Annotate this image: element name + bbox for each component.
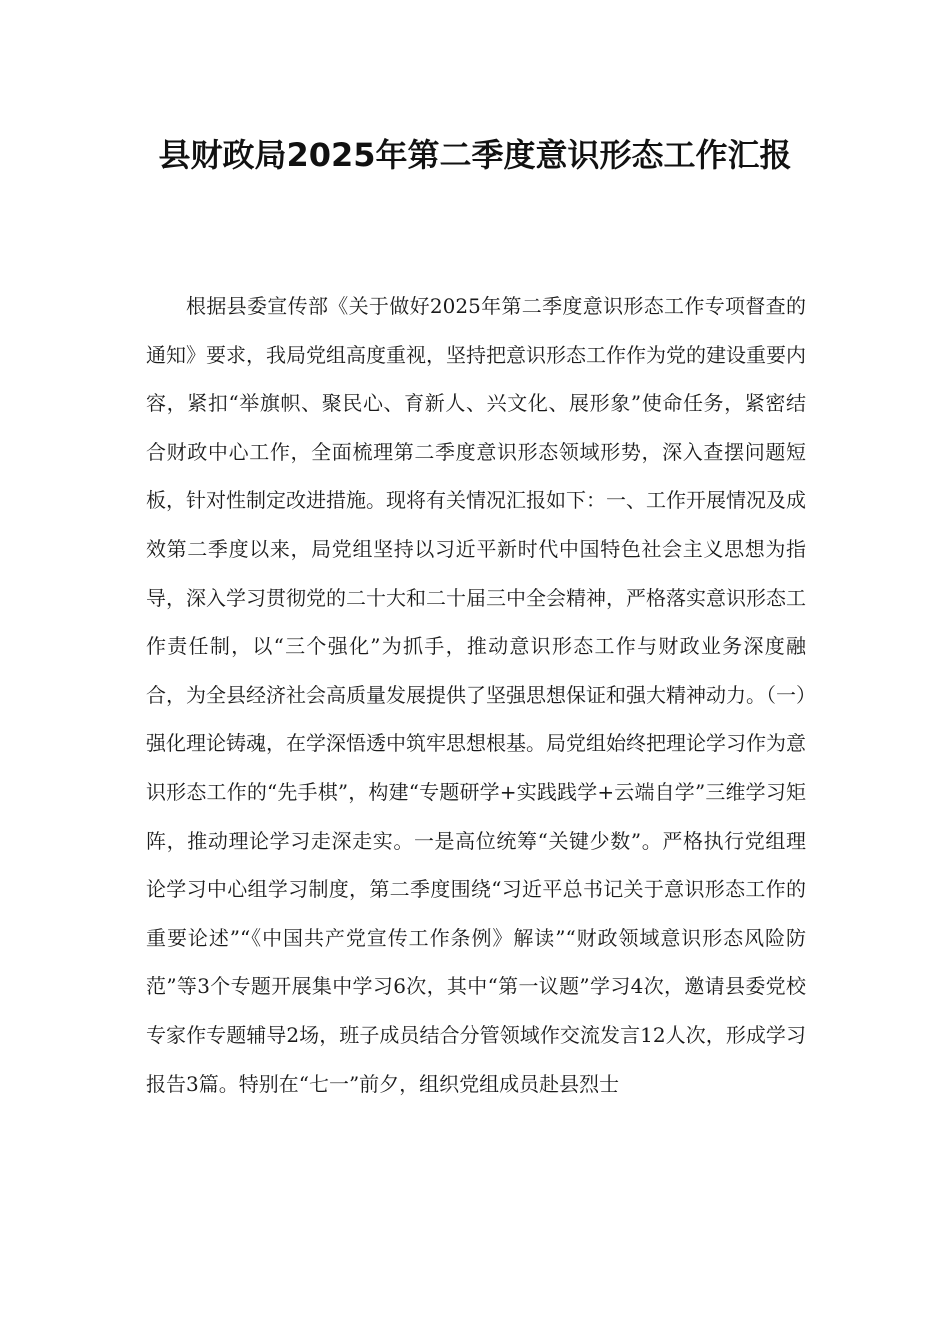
document-body-paragraph: 根据县委宣传部《关于做好2025年第二季度意识形态工作专项督查的通知》要求，我局党组高度重视，坚持把意识形态工作作为党的建设重要内容，紧扣“举旗帜、聚民心、育新人、兴文化、展形象”使命任务，紧密结合财政中心工作，全面梳理第二季度意识形态领域形势，深入查摆问题短板，针对性制定改进措施。现将有关情况汇报如下：一、工作开展情况及成效第二季度以来，局党组坚持以习近平新时代中国特色社会主义思想为指导，深入学习贯彻党的二十大和二十届三中全会精神，严格落实意识形态工作责任制，以“三个强化”为抓手，推动意识形态工作与财政业务深度融合，为全县经济社会高质量发展提供了坚强思想保证和强大精神动力。（一）强化理论铸魂，在学深悟透中筑牢思想根基。局党组始终把理论学习作为意识形态工作的“先手棋”，构建“专题研学+实践践学+云端自学”三维学习矩阵，推动理论学习走深走实。一是高位统筹“关键少数”。严格执行党组理论学习中心组学习制度，第二季度围绕“习近平总书记关于意识形态工作的重要论述”“《中国共产党宣传工作条例》解读”“财政领域意识形态风险防范”等3个专题开展集中学习6次，其中“第一议题”学习4次，邀请县委党校专家作专题辅导2场，班子成员结合分管领域作交流发言12人次，形成学习报告3篇。特别在“七一”前夕，组织党组成员赴县烈士 <box>146 294 806 1096</box>
document-title: 县财政局2025年第二季度意识形态工作汇报 <box>158 136 792 174</box>
